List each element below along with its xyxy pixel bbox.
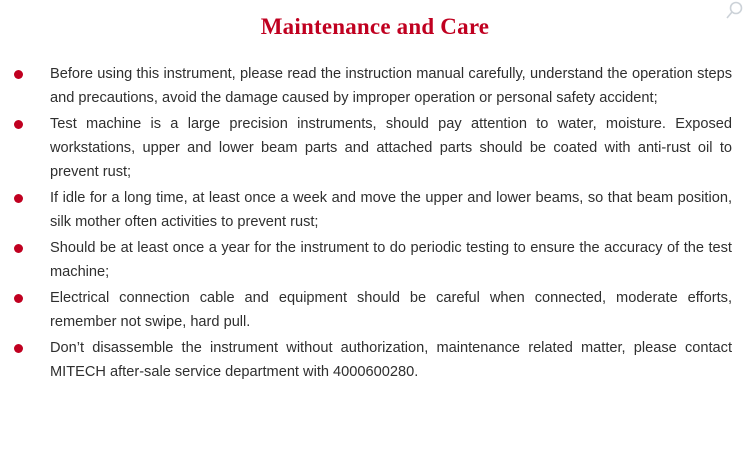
magnifier-icon[interactable]	[724, 0, 748, 22]
bullet-icon	[14, 70, 23, 79]
bullet-icon	[14, 344, 23, 353]
list-item-text: Should be at least once a year for the instrument to do periodic testing to ensure the accuracy of the test machine;	[50, 240, 732, 280]
list-item	[0, 112, 750, 184]
maintenance-bullet-list	[0, 62, 750, 384]
bullet-icon	[14, 120, 23, 129]
bullet-icon	[14, 194, 23, 203]
list-item-text: If idle for a long time, at least once a week and move the upper and lower beams, so that beam position, silk mother often activities to prevent rust;	[50, 190, 732, 230]
list-item	[0, 236, 750, 284]
list-item	[0, 336, 750, 384]
list-item	[0, 186, 750, 234]
list-item-text: Before using this instrument, please read the instruction manual carefully, understand the operation steps and precautions, avoid the damage caused by improper operation or personal safety accident;	[50, 66, 732, 106]
list-item-text: Test machine is a large precision instruments, should pay attention to water, moisture. Exposed workstations, upper and lower beam parts and attached parts should be coated with anti-rust oil to prevent rust;	[50, 116, 732, 180]
bullet-icon	[14, 294, 23, 303]
page-title: Maintenance and Care	[260, 14, 490, 39]
bullet-icon	[14, 244, 23, 253]
list-item	[0, 62, 750, 110]
list-item-text: Don’t disassemble the instrument without authorization, maintenance related matter, please contact MITECH after-sale service department with 4000600280.	[50, 340, 732, 380]
list-item	[0, 286, 750, 334]
list-item-text: Electrical connection cable and equipment should be careful when connected, moderate efforts, remember not swipe, hard pull.	[50, 290, 732, 330]
